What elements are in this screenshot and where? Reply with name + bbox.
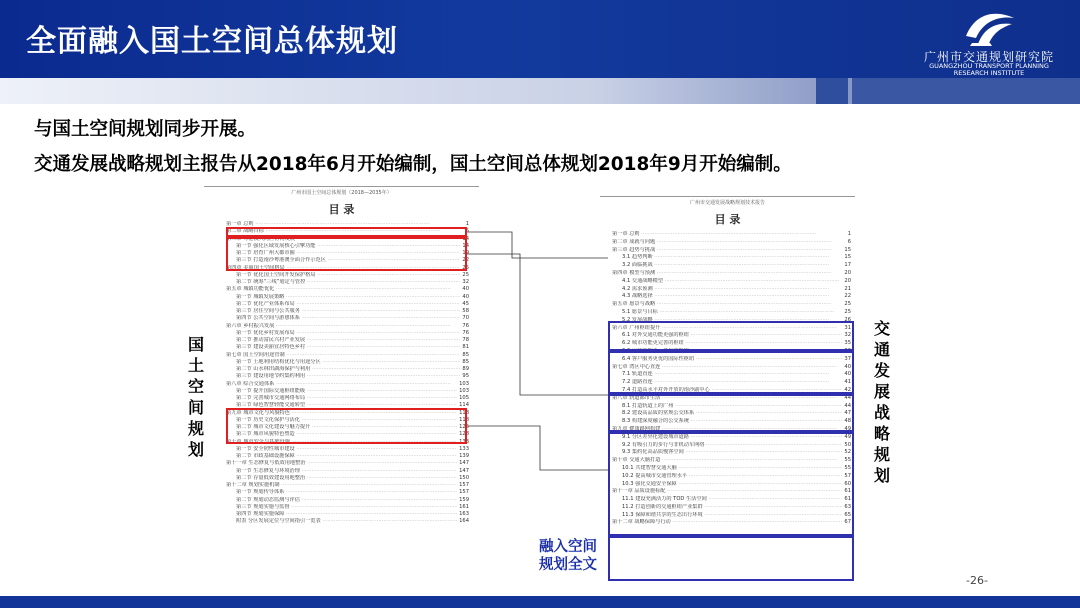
toc-page-number: 37	[844, 355, 851, 362]
toc-entry-title: 第三节 规划实施与监督 ·····	[236, 504, 466, 510]
toc-page-number: 35	[844, 340, 851, 347]
toc-page-number: 55	[844, 464, 851, 471]
toc-entry-title: 11.2 打造创新的交通枢纽产业集群 ·····	[622, 504, 851, 510]
toc-section-row	[226, 497, 469, 504]
toc-entry-title: 第一节 安全韧性城市建设 ·····	[236, 446, 469, 452]
toc-page-number: 1	[847, 231, 851, 237]
toc-section-row	[226, 504, 469, 511]
toc-entry-title: 第七章 国土空间用途管制 ·····	[226, 352, 461, 358]
toc-page-number: 57	[844, 472, 851, 479]
toc-entry-title: 8.1 打造轨道上的广州 ·····	[622, 403, 850, 409]
toc-page-number: 1	[465, 221, 469, 227]
toc-page-number: 14	[462, 242, 469, 249]
toc-page-number: 85	[462, 351, 469, 358]
toc-page-number: 147	[459, 467, 469, 474]
toc-entry-title: 9.2 有吸引力的步行与非机动车网络 ·····	[622, 442, 851, 448]
toc-entry-title: 第二节 城市文化建设与魅力提升 ·····	[236, 424, 469, 430]
toc-page-number: 128	[459, 431, 469, 438]
toc-section-row	[226, 279, 469, 286]
toc-page-number: 133	[459, 445, 469, 452]
toc-entry-title: 6.3 运营管理更一体化的枢纽 ·····	[622, 348, 851, 354]
toc-page-number: 89	[462, 366, 469, 372]
toc-chapter-row	[226, 381, 469, 388]
toc-page-number: 139	[459, 453, 469, 459]
toc-chapter-row	[612, 231, 851, 239]
vertical-label-char: 交	[873, 319, 890, 338]
toc-page-number: 63	[844, 503, 851, 510]
toc-page-number: 163	[459, 511, 469, 517]
toc-page-number: 22	[844, 293, 851, 300]
strip-block	[816, 78, 848, 104]
highlight-box-blue	[608, 432, 854, 536]
toc-page-number: 20	[844, 269, 851, 276]
toc-section-row	[226, 294, 469, 301]
toc-entry-title: 第五章 愿景与战略 ·····	[612, 301, 832, 307]
toc-section-row	[612, 254, 851, 262]
toc-section-row	[226, 453, 469, 460]
toc-entry-title: 第七章 湾区中心直连 ·····	[612, 364, 837, 370]
toc-entry-title: 第二节 完善城市交通网络布局 ·····	[236, 395, 469, 401]
toc-entry-title: 第六章 乡村振兴发展 ·····	[226, 323, 451, 329]
highlight-box-blue	[608, 351, 854, 394]
toc-section-row	[226, 337, 469, 344]
toc-page-number: 15	[844, 246, 851, 253]
toc-entry-title: 4.3 战略选择 ·····	[622, 293, 829, 299]
toc-entry-title: 第一节 提升国际交通枢纽能级 ·····	[236, 388, 469, 394]
toc-page-number: 61	[844, 496, 851, 503]
toc-section-row	[226, 373, 469, 380]
toc-page-number: 6	[847, 238, 851, 245]
toc-entry-title: 第八章 综合交通体系 ·····	[226, 381, 451, 387]
toc-section-row	[226, 359, 469, 366]
page-number: -26-	[966, 574, 988, 587]
toc-page-number: 32	[462, 279, 469, 285]
toc-page-number: 22	[462, 257, 469, 264]
toc-entry-title: 7.1 轨道直连 ·····	[622, 371, 829, 377]
toc-section-row	[226, 489, 469, 496]
intro-line-2: 交通发展战略规划主报告从2018年6月开始编制，国土空间总体规划2018年9月开始编制。	[34, 154, 792, 175]
toc-chapter-row	[226, 352, 469, 359]
toc-section-row	[612, 286, 851, 294]
toc-entry-title: 第十章 城市安全与基础设施 ·····	[226, 439, 466, 445]
institute-logo-icon	[962, 8, 1018, 48]
toc-entry-title: 10.2 提高城市交通管理水平 ·····	[622, 473, 851, 479]
toc-page-number: 103	[459, 380, 469, 387]
toc-page-number: 21	[844, 285, 851, 292]
toc-entry-title: 第十一章 品质设施标配 ·····	[612, 488, 842, 494]
toc-entry-title: 第二节 市政基础设施保障 ·····	[236, 453, 469, 459]
toc-page-number: 40	[462, 293, 469, 300]
toc-page-number: 15	[844, 254, 851, 261]
toc-entry-title: 第四节 规划实施保障 ·····	[236, 511, 461, 517]
strip-block	[852, 78, 1080, 104]
toc-chapter-row	[612, 301, 851, 309]
toc-entry-title: 第一节 生态修复与环境治理 ·····	[236, 468, 469, 474]
toc-page-number: 125	[459, 424, 469, 430]
toc-entry-title: 第三节 打造南沙粤港澳全面合作示范区 ·····	[236, 257, 469, 263]
toc-entry-title: 第一节 规划传导体系 ·····	[236, 489, 461, 495]
toc-page-number: 76	[462, 329, 469, 336]
toc-page-number: 159	[459, 496, 469, 503]
toc-page-number: 164	[459, 518, 469, 525]
toc-page-number: 105	[459, 395, 469, 401]
toc-entry-title: 第二节 规划动态监测与评估 ·····	[236, 497, 469, 503]
toc-page-number: 150	[459, 474, 469, 481]
toc-entry-title: 第一章 总则 ·····	[612, 231, 816, 237]
toc-page-number: 70	[462, 315, 469, 322]
toc-section-row	[226, 308, 469, 315]
toc-entry-title: 第二节 存量低效建设用地整治 ·····	[236, 475, 469, 481]
toc-entry-title: 第二节 培育广州大都市圈 ·····	[236, 250, 469, 256]
toc-entry-title: 第三节 建设美丽宜居特色乡村 ·····	[236, 344, 469, 350]
toc-entry-title: 7.2 道路直连 ·····	[622, 379, 829, 385]
toc-page-number: 65	[844, 511, 851, 518]
merge-label-line1: 融入空间	[539, 539, 597, 555]
toc-page-number: 36	[844, 347, 851, 354]
toc-entry-title: 第十二章 战略保障与行动 ·····	[612, 519, 847, 525]
toc-page-number: 133	[459, 438, 469, 445]
footer-bar	[0, 596, 1080, 608]
toc-entry-title: 11.1 建设充满活力的 TOD 生活空间 ·····	[622, 496, 851, 502]
toc-section-row	[226, 315, 469, 322]
toc-entry-title: 10.1 共建智慧交通大脑 ·····	[622, 465, 851, 471]
toc-entry-title: 4.2 需求预测 ·····	[622, 286, 829, 292]
toc-chapter-row	[226, 482, 469, 489]
toc-page-number: 118	[459, 416, 469, 423]
toc-section-row	[612, 262, 851, 270]
toc-entry-title: 3.1 趋势判断 ·····	[622, 254, 829, 260]
logo-name-en-line2: RESEARCH INSTITUTE	[953, 69, 1025, 77]
merge-label	[533, 538, 603, 574]
toc-page-number: 44	[844, 402, 851, 409]
toc-page-number: 157	[459, 489, 469, 496]
logo-name-en-line1: GUANGZHOU TRANSPORT PLANNING	[929, 62, 1049, 70]
toc-entry-title: 第五章 城镇功能优化 ·····	[226, 286, 451, 292]
toc-entry-title: 第三节 绿色智慧轻能交通转型 ·····	[236, 402, 469, 408]
toc-section-row	[612, 293, 851, 301]
toc-entry-title: 6.1 对外交通功能更强的枢纽 ·····	[622, 332, 851, 338]
toc-page-number: 49	[844, 433, 851, 440]
toc-page-number: 81	[462, 344, 469, 351]
toc-entry-title: 第二节 山水林田湖海保护与利用 ·····	[236, 366, 469, 372]
toc-section-row	[226, 366, 469, 373]
toc-entry-title: 第六章 广州枢纽提升 ·····	[612, 325, 837, 331]
toc-chapter-row	[226, 323, 469, 330]
toc-page-number: 76	[462, 322, 469, 329]
toc-page-number: 41	[844, 379, 851, 386]
vertical-label-char: 战	[873, 403, 890, 422]
toc-entry-title: 第九章 城市文化与风貌特色 ·····	[226, 410, 466, 416]
toc-entry-title: 第三节 城市风貌特色塑造 ·····	[236, 431, 469, 437]
toc-page-number: 42	[844, 386, 851, 393]
toc-section-row	[226, 272, 469, 279]
toc-entry-title: 9.3 集约化高品质慢客空间 ·····	[622, 449, 851, 455]
toc-page-number: 50	[844, 441, 851, 448]
toc-page-number: 103	[459, 387, 469, 394]
toc-entry-title: 3.2 面临挑战 ·····	[622, 262, 829, 268]
vertical-label-char: 略	[873, 424, 890, 443]
highlight-box-blue	[608, 536, 854, 581]
logo-name-en	[914, 63, 1064, 77]
toc-entry-title: 5.1 愿景与目标 ·····	[622, 309, 834, 315]
vertical-label-char: 间	[187, 398, 204, 417]
logo-name-cn: 广州市交通规划研究院	[923, 50, 1054, 64]
toc-page-number: 17	[844, 262, 851, 269]
toc-entry-title: 第二章 战略目标 ·····	[226, 228, 440, 234]
toc-entry-title: 第十一章 生态修复与低效用地整治 ·····	[226, 460, 469, 466]
intro-line-1: 与国土空间规划同步开展。	[34, 119, 257, 140]
toc-entry-title: 第三节 建设用地节约集约利用 ·····	[236, 373, 469, 379]
toc-page-number: 60	[844, 480, 851, 487]
toc-entry-title: 第一节 城镇发展策略 ·····	[236, 294, 461, 300]
vertical-label-char: 土	[187, 356, 204, 375]
doc-header: 广州市国土空间总体规划（2018—2035年）	[291, 190, 392, 196]
toc-page-number: 40	[844, 363, 851, 370]
toc-entry-title: 第一节 历史文化保护与活化 ·····	[236, 417, 469, 423]
toc-page-number: 52	[844, 449, 851, 456]
toc-chapter-row	[226, 460, 469, 467]
toc-page-number: 25	[844, 308, 851, 315]
toc-page-number: 47	[844, 410, 851, 417]
toc-page-number: 161	[459, 503, 469, 510]
toc-entry-title: 第三章 粤港澳大湾区协同发展 ·····	[226, 236, 469, 242]
toc-entry-title: 6.2 城市功能更完善的枢纽 ·····	[622, 340, 851, 346]
doc-title: 目 录	[328, 203, 355, 216]
toc-page-number: 31	[844, 324, 851, 331]
toc-page-number: 26	[844, 316, 851, 323]
toc-entry-title: 第二节 优化产业体系布局 ·····	[236, 301, 469, 307]
header-bar	[0, 0, 1080, 78]
vertical-label-char: 发	[873, 361, 890, 380]
toc-chapter-row	[612, 247, 851, 255]
toc-entry-title: 第四节 公共空间与游憩体系 ·····	[236, 315, 469, 321]
toc-page-number: 147	[459, 460, 469, 467]
toc-page-number: 5	[465, 228, 469, 235]
vertical-label-char: 划	[187, 440, 204, 459]
vertical-label-char: 展	[873, 382, 890, 401]
toc-chapter-row	[226, 286, 469, 293]
land-plan-vertical-label	[186, 334, 206, 460]
toc-page-number: 55	[844, 457, 851, 464]
toc-page-number: 67	[844, 519, 851, 526]
vertical-label-char: 空	[187, 377, 204, 396]
toc-entry-title: 5.2 发展战略 ·····	[622, 317, 829, 323]
toc-entry-title: 第二节 统筹“三线”划定与管控 ·····	[236, 279, 469, 285]
toc-entry-title: 第三节 居住空间与公共服务 ·····	[236, 308, 469, 314]
toc-section-row	[226, 518, 469, 525]
highlight-box-red	[226, 227, 467, 237]
toc-page-number: 78	[462, 337, 469, 343]
transport-plan-vertical-label	[872, 318, 892, 486]
toc-page-number: 25	[462, 271, 469, 278]
toc-page-number: 157	[459, 482, 469, 488]
toc-page-number: 40	[462, 286, 469, 293]
toc-section-row	[226, 446, 469, 453]
highlight-box-blue	[608, 394, 854, 432]
toc-chapter-row	[612, 239, 851, 247]
toc-page-number: 48	[844, 418, 851, 425]
vertical-label-char: 划	[873, 466, 890, 485]
vertical-label-char: 规	[873, 445, 890, 464]
toc-page-number: 118	[459, 409, 469, 416]
vertical-label-char: 通	[873, 340, 890, 359]
merge-label-line2: 规划全文	[539, 557, 597, 573]
toc-section-row	[226, 344, 469, 351]
doc-header: 广州市交通发展战略规划技术报告	[689, 200, 765, 206]
toc-section-row	[226, 330, 469, 337]
toc-page-number: 45	[462, 300, 469, 307]
toc-entry-title: 第三章 趋势与挑战 ·····	[612, 247, 832, 253]
toc-entry-title: 4.1 交通战略模型 ·····	[622, 278, 839, 284]
toc-section-row	[226, 395, 469, 402]
highlight-box-red	[226, 408, 467, 444]
toc-entry-title: 第八章 轨道都市生活 ·····	[612, 395, 837, 401]
toc-entry-title: 6.4 客户服务更优的国际性枢纽 ·····	[622, 356, 851, 362]
toc-entry-title: 8.3 构建深度融合的公交系统 ·····	[622, 418, 851, 424]
toc-page-number: 25	[844, 301, 851, 308]
toc-entry-title: 第一章 总则 ·····	[226, 221, 430, 227]
page-title: 全面融入国土空间总体规划	[26, 24, 398, 59]
toc-entry-title: 第二节 推动富民兴村产业发展 ·····	[236, 337, 469, 343]
toc-entry-title: 8.2 建设高品质的常规公交体系 ·····	[622, 410, 851, 416]
toc-entry-title: 第十二章 规划实施机制 ·····	[226, 482, 456, 488]
highlight-box-red	[226, 237, 467, 271]
toc-section-row	[226, 475, 469, 482]
vertical-label-char: 规	[187, 419, 204, 438]
toc-entry-title: 第一节 优化国土空间开发保护格局 ·····	[236, 272, 469, 278]
toc-section-row	[226, 388, 469, 395]
toc-page-number: 14	[462, 235, 469, 242]
toc-page-number: 32	[844, 332, 851, 339]
toc-entry-title: 9.1 分区差异化建设城市道路 ·····	[622, 434, 851, 440]
toc-section-row	[226, 468, 469, 475]
toc-entry-title: 第四章 美丽国土空间格局 ·····	[226, 265, 461, 271]
toc-entry-title: 第十章 交通大脑打造 ·····	[612, 457, 837, 463]
toc-entry-title: 第一节 优化乡村发展布局 ·····	[236, 330, 469, 336]
toc-page-number: 44	[844, 394, 851, 401]
toc-entry-title: 第二章 成就与问题 ·····	[612, 239, 832, 245]
doc-title: 目 录	[714, 213, 741, 226]
toc-page-number: 25	[462, 264, 469, 271]
toc-page-number: 114	[459, 402, 469, 409]
toc-page-number: 95	[462, 373, 469, 380]
toc-entry-title: 第一节 强化区域发展核心引擎功能 ·····	[236, 243, 469, 249]
toc-page-number: 19	[462, 250, 469, 256]
toc-page-number: 20	[844, 277, 851, 284]
toc-chapter-row	[612, 270, 851, 278]
toc-section-row	[226, 301, 469, 308]
toc-entry-title: 11.3 保障和谐共享的生态出行环境 ·····	[622, 512, 851, 518]
toc-entry-title: 第九章 健康路网构建 ·····	[612, 426, 837, 432]
toc-entry-title: 第一节 土地利用结构优化与用途分区 ·····	[236, 359, 469, 365]
toc-section-row	[612, 278, 851, 286]
toc-entry-title: 7.4 打造高水平对外开放的南沙副中心 ·····	[622, 387, 851, 393]
toc-section-row	[612, 309, 851, 317]
toc-page-number: 40	[844, 371, 851, 378]
toc-page-number: 58	[462, 308, 469, 314]
toc-entry-title: 附表 分区发展定位与空间指引一览表 ·····	[236, 518, 469, 524]
toc-page-number: 61	[844, 488, 851, 495]
toc-entry-title: 10.3 强化交通安全保障 ·····	[622, 481, 851, 487]
vertical-label-char: 国	[187, 335, 204, 354]
toc-entry-title: 第四章 模型与预测 ·····	[612, 270, 832, 276]
toc-section-row	[226, 511, 469, 518]
toc-page-number: 85	[462, 358, 469, 365]
highlight-box-blue	[608, 321, 854, 351]
toc-page-number: 49	[844, 425, 851, 432]
